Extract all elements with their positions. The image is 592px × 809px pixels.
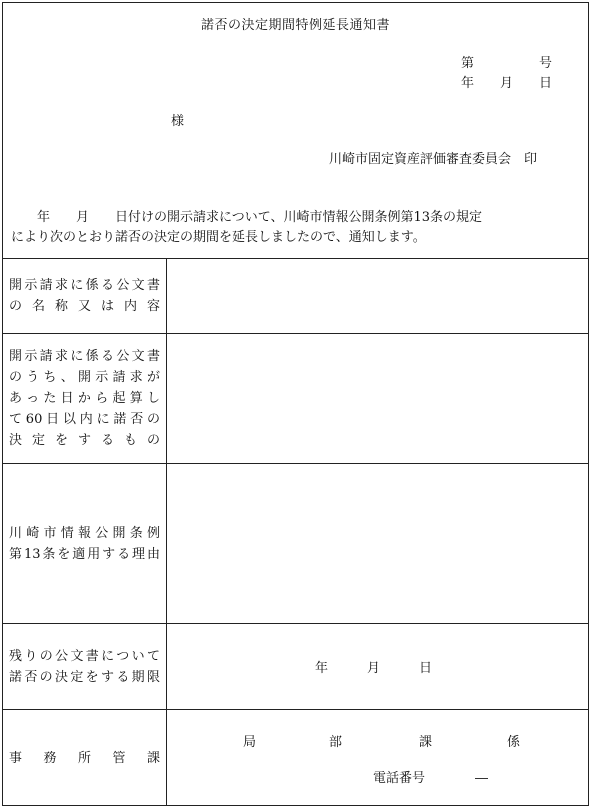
addressee-suffix: 様	[171, 114, 185, 129]
label-reason: 川崎市情報公開条例 第13条を適用する理由	[3, 464, 167, 623]
office-section: 課	[419, 735, 433, 750]
label-document-name: 開示請求に係る公文書 の 名 称 又 は 内 容	[3, 259, 167, 333]
label-deadline: 残りの公文書について 諾否の決定をする期限	[3, 624, 167, 709]
office-subsection: 係	[507, 735, 521, 750]
row-document-name	[3, 258, 588, 333]
row-deadline	[3, 623, 588, 709]
phone-label: 電話番号	[373, 771, 426, 786]
document-title: 諾否の決定期間特例延長通知書	[200, 18, 390, 33]
phone-dash: ―	[475, 771, 488, 786]
value-deadline	[167, 624, 588, 709]
value-reason	[167, 464, 588, 623]
value-within-60-days	[167, 334, 588, 463]
label-office: 事 務 所 管 課	[3, 710, 167, 806]
office-department: 部	[329, 735, 343, 750]
row-within-60-days	[3, 333, 588, 463]
deadline-date: 年 月 日	[315, 661, 433, 676]
value-document-name	[167, 259, 588, 333]
row-office	[3, 709, 588, 806]
issuer-line: 川崎市固定資産評価審査委員会 印	[329, 152, 538, 167]
label-within-60-days: 開示請求に係る公文書 のうち、開示請求が あった日から起算し て60日以内に諾否の 決 定 を す る も の	[3, 334, 167, 463]
body-text-line-2: により次のとおり諾否の決定の期間を延長しましたので、通知します。	[11, 230, 426, 245]
value-office	[167, 710, 588, 806]
body-text-line-1: 年 月 日付けの開示請求について、川崎市情報公開条例第13条の規定	[11, 210, 483, 225]
document-number: 第 号	[461, 56, 553, 71]
office-bureau: 局	[243, 735, 257, 750]
row-reason	[3, 463, 588, 623]
document-date: 年 月 日	[461, 76, 553, 91]
notice-document	[2, 2, 589, 806]
